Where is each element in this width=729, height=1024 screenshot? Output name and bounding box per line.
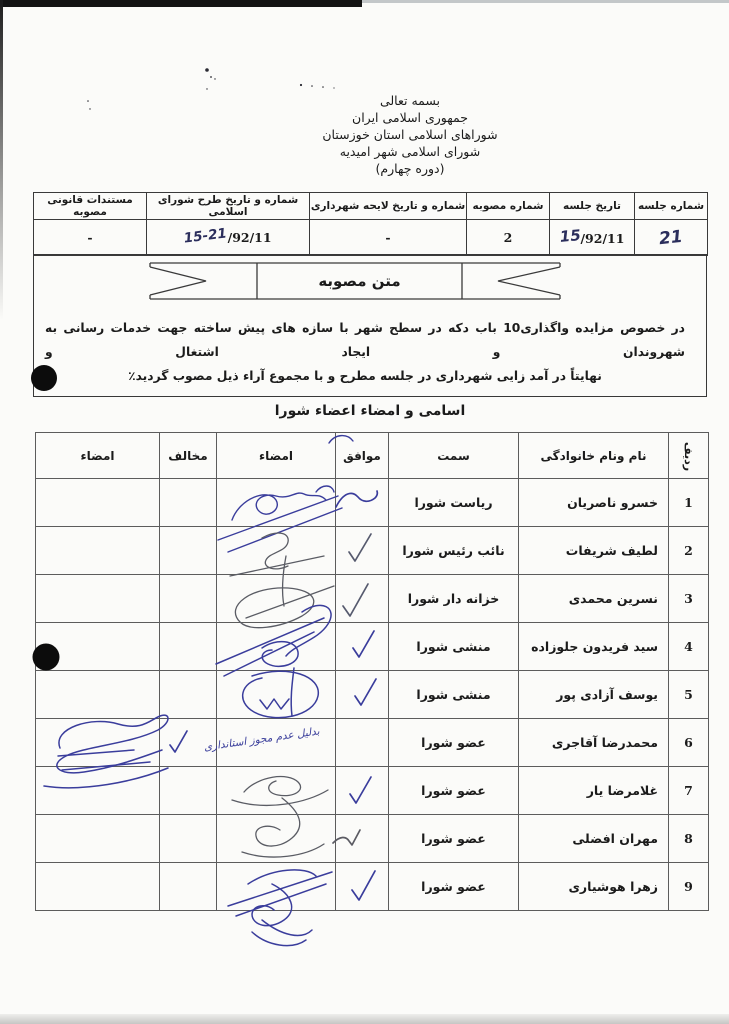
agree-cell [336,719,389,767]
letterhead [250,92,570,177]
meta-value-resolution-no: 2 [467,220,550,256]
member-name: محمدرضا آقاجری [519,719,669,767]
member-row-1 [36,479,709,527]
meta-value-session-no [635,220,708,256]
signature2-cell [36,671,160,719]
letterhead-republic: جمهوری اسلامی ایران [352,110,468,125]
oppose-cell [160,527,217,575]
members-signature-table [35,432,709,911]
member-no: 3 [669,575,709,623]
meta-header-session-date: تاریخ جلسه [550,193,635,220]
handwritten-council-plan-date: 15-21 [183,224,229,247]
resolution-line-2: نهایتاً در آمد زایی شهرداری در جلسه مطرح و با مجموع آراء ذیل مصوب گردید٪ [128,369,602,383]
member-no: 4 [669,623,709,671]
resolution-line-1: در خصوص مزایده واگذاری10 باب دکه در سطح شهر با سازه های پیش ساخته جهت خدمات رسانی به شهروندان و ایجاد اشتغال و [45,321,685,359]
members-header-row-no [669,433,709,479]
letterhead-province-councils: شوراهای اسلامی استان خوزستان [322,127,498,142]
member-name: مهران افضلی [519,815,669,863]
agree-cell [336,767,389,815]
oppose-cell [160,623,217,671]
member-row-2 [36,527,709,575]
signature-cell [217,863,336,911]
signature-cell [217,479,336,527]
signature-cell [217,623,336,671]
signature-cell [217,671,336,719]
signature2-cell [36,479,160,527]
meta-value-municipality-bill: - [310,220,467,256]
members-header-oppose: مخالف [160,433,217,479]
oppose-cell [160,575,217,623]
member-row-4 [36,623,709,671]
member-name: غلامرضا یار [519,767,669,815]
members-header-name: نام ونام خانوادگی [519,433,669,479]
ribbon-banner-title: متن مصوبه [318,272,401,290]
signature-cell [217,527,336,575]
resolution-text [45,316,685,388]
member-row-3 [36,575,709,623]
scan-black-strip [0,0,362,7]
member-position: عضو شورا [389,863,519,911]
signature2-cell [36,815,160,863]
letterhead-bismillah: بسمه تعالی [379,93,441,108]
member-row-9 [36,863,709,911]
meta-value-council-plan [147,220,310,256]
members-header-position: سمت [389,433,519,479]
agree-cell [336,623,389,671]
session-meta-table [33,192,708,256]
signature2-cell [36,767,160,815]
member-name: خسرو ناصریان [519,479,669,527]
meta-header-resolution-no: شماره مصوبه [467,193,550,220]
members-header-signature-1: امضاء [217,433,336,479]
member-no: 1 [669,479,709,527]
agree-cell [336,815,389,863]
oppose-cell [160,815,217,863]
signature2-cell [36,527,160,575]
member-row-8 [36,815,709,863]
letterhead-term: (دوره چهارم) [375,161,445,176]
oppose-cell [160,671,217,719]
meta-header-session-no: شماره جلسه [635,193,708,220]
member-row-6 [36,719,709,767]
oppose-cell [160,479,217,527]
members-header-agree: موافق [336,433,389,479]
handwritten-oppose-note: بدلیل عدم مجوز استانداری [203,725,321,754]
handwritten-session-day: 15 [558,225,582,246]
agree-cell [336,479,389,527]
signature2-cell [36,623,160,671]
signature2-cell [36,575,160,623]
meta-header-row [34,193,708,220]
oppose-cell [160,863,217,911]
signature-cell [217,815,336,863]
oppose-cell [160,767,217,815]
scan-left-edge [0,0,3,320]
member-no: 2 [669,527,709,575]
handwritten-session-no: 21 [658,226,684,249]
agree-cell [336,527,389,575]
member-name: لطیف شریفات [519,527,669,575]
letterhead-city-council: شورای اسلامی شهر امیدیه [339,144,481,159]
member-position: عضو شورا [389,815,519,863]
member-row-5 [36,671,709,719]
member-name: سید فریدون جلوزاده [519,623,669,671]
agree-cell [336,575,389,623]
meta-header-council-plan: شماره و تاریخ طرح شورای اسلامی [147,193,310,220]
member-name: زهرا هوشیاری [519,863,669,911]
members-section-title: اسامی و امضاء اعضاء شورا [274,403,466,419]
member-name: نسرین محمدی [519,575,669,623]
member-position: نائب رئیس شورا [389,527,519,575]
agree-cell [336,671,389,719]
meta-header-legal-docs: مستندات قانونی مصوبه [34,193,147,220]
scan-bottom-edge [0,1014,729,1024]
member-position: ریاست شورا [389,479,519,527]
member-position: عضو شورا [389,767,519,815]
meta-header-municipality-bill: شماره و تاریخ لایحه شهرداری [310,193,467,220]
meta-value-session-date [550,220,635,256]
member-no: 5 [669,671,709,719]
signature-cell [217,575,336,623]
meta-value-row [34,220,708,256]
members-header-signature-2: امضاء [36,433,160,479]
member-position: خزانه دار شورا [389,575,519,623]
signature-cell [217,767,336,815]
member-no: 9 [669,863,709,911]
row-no-label-rotated: ردیف [682,441,695,471]
agree-cell [336,863,389,911]
member-no: 7 [669,767,709,815]
meta-value-legal-docs: - [34,220,147,256]
member-row-7 [36,767,709,815]
printed-council-plan-date: 92/11/ [227,229,272,245]
members-header-row [36,433,709,479]
member-position: منشی شورا [389,671,519,719]
signature2-cell [36,719,160,767]
member-no: 8 [669,815,709,863]
signature2-cell [36,863,160,911]
member-position: عضو شورا [389,719,519,767]
printed-session-date: 92/11/ [580,230,625,246]
member-position: منشی شورا [389,623,519,671]
member-name: یوسف آزادی پور [519,671,669,719]
member-no: 6 [669,719,709,767]
